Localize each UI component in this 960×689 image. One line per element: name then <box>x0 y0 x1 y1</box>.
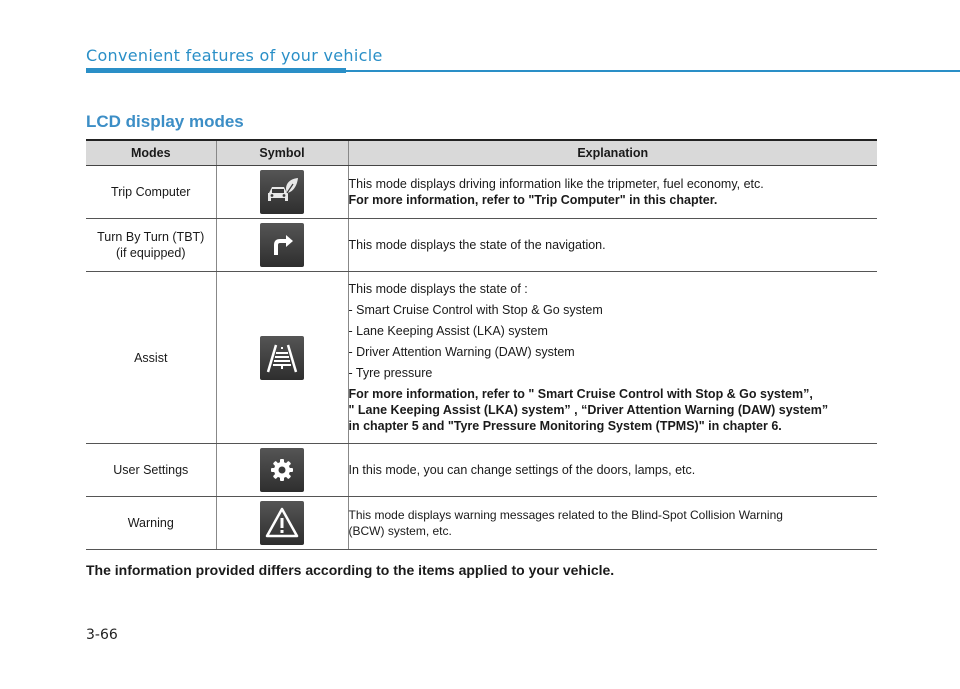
symbol-cell <box>216 166 348 219</box>
table-row <box>86 166 877 219</box>
mode-name: Assist <box>86 272 216 444</box>
explanation <box>348 497 877 550</box>
footnote: The information provided differs according to the items applied to your vehicle. <box>86 562 615 578</box>
mode-name: Warning <box>86 497 216 550</box>
explanation-line: - Smart Cruise Control with Stop & Go system <box>348 303 603 317</box>
column-header-modes: Modes <box>86 140 216 166</box>
explanation <box>348 272 877 444</box>
explanation-reference: " Lane Keeping Assist (LKA) system” , “Driver Attention Warning (DAW) system” <box>348 403 829 417</box>
mode-name <box>86 219 216 272</box>
table-row <box>86 272 877 444</box>
explanation-line: - Lane Keeping Assist (LKA) system <box>348 324 548 338</box>
explanation-reference: For more information, refer to "Trip Computer" in this chapter. <box>348 193 718 207</box>
explanation-line: In this mode, you can change settings of the doors, lamps, etc. <box>348 463 696 477</box>
header-rule <box>346 70 960 72</box>
column-header-symbol: Symbol <box>216 140 348 166</box>
explanation-line: This mode displays the state of : <box>348 282 528 296</box>
turn-right-arrow-icon <box>260 223 304 267</box>
section-title: LCD display modes <box>86 112 244 131</box>
lcd-modes-table <box>86 139 877 550</box>
header-accent-bar <box>86 68 346 73</box>
gear-icon <box>260 448 304 492</box>
explanation <box>348 166 877 219</box>
table-row <box>86 444 877 497</box>
mode-name-sub: (if equipped) <box>116 246 186 260</box>
table-row <box>86 497 877 550</box>
column-header-explanation: Explanation <box>348 140 877 166</box>
explanation-line: - Tyre pressure <box>348 366 433 380</box>
table-header-row <box>86 140 877 166</box>
symbol-cell <box>216 444 348 497</box>
lane-assist-icon <box>260 336 304 380</box>
explanation <box>348 219 877 272</box>
symbol-cell <box>216 272 348 444</box>
explanation-line: - Driver Attention Warning (DAW) system <box>348 345 575 359</box>
mode-name: Trip Computer <box>86 166 216 219</box>
explanation <box>348 444 877 497</box>
mode-name-main: Turn By Turn (TBT) <box>97 230 205 244</box>
explanation-line: This mode displays driving information like the tripmeter, fuel economy, etc. <box>348 177 764 191</box>
explanation-line: This mode displays the state of the navigation. <box>348 238 606 252</box>
explanation-line: This mode displays warning messages related to the Blind-Spot Collision Warning <box>348 508 783 522</box>
table-row <box>86 219 877 272</box>
explanation-reference: For more information, refer to " Smart Cruise Control with Stop & Go system”, <box>348 387 813 401</box>
warning-triangle-icon <box>260 501 304 545</box>
symbol-cell <box>216 219 348 272</box>
explanation-reference: in chapter 5 and "Tyre Pressure Monitoring System (TPMS)" in chapter 6. <box>348 419 782 433</box>
explanation-line: (BCW) system, etc. <box>348 524 452 538</box>
header-title: Convenient features of your vehicle <box>86 46 383 65</box>
page-number: 3-66 <box>86 627 118 643</box>
mode-name: User Settings <box>86 444 216 497</box>
symbol-cell <box>216 497 348 550</box>
trip-computer-icon <box>260 170 304 214</box>
